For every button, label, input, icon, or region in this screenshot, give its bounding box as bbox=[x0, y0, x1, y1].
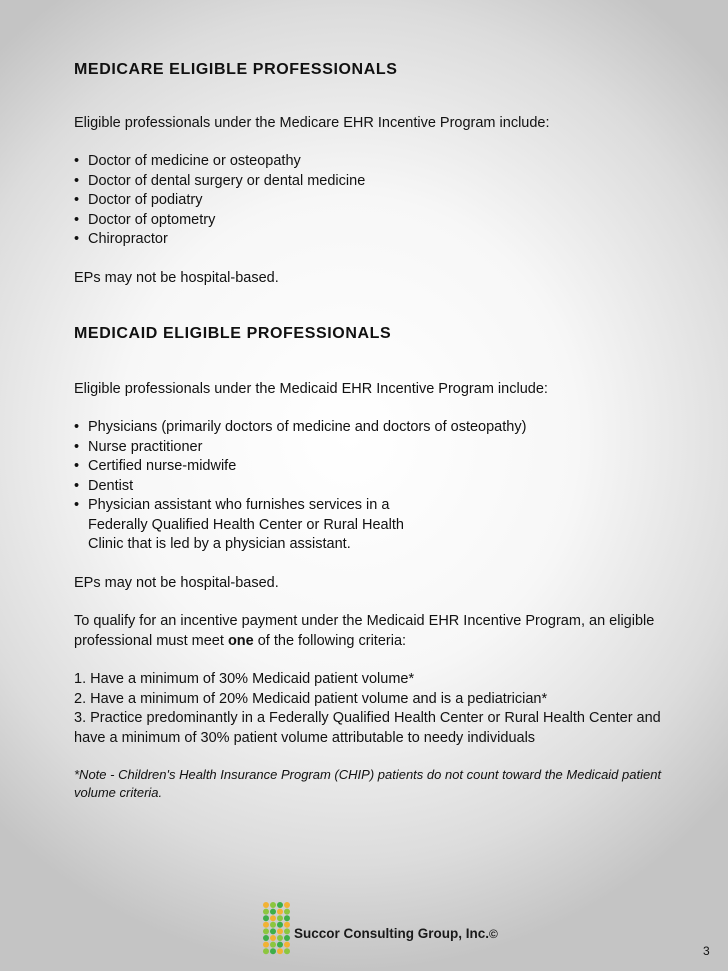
content-area bbox=[74, 60, 674, 802]
list-item: • Certified nurse-midwife bbox=[74, 457, 674, 477]
logo-dot bbox=[263, 928, 269, 934]
logo-dot bbox=[263, 935, 269, 941]
medicare-note: EPs may not be hospital-based. bbox=[74, 269, 279, 286]
company-name bbox=[294, 926, 498, 941]
qualify-paragraph bbox=[74, 612, 674, 651]
logo-dot bbox=[270, 942, 276, 948]
logo-dot bbox=[270, 922, 276, 928]
list-item: • Doctor of podiatry bbox=[74, 191, 674, 211]
list-item: • Doctor of dental surgery or dental medicine bbox=[74, 172, 674, 192]
list-item: • Doctor of optometry bbox=[74, 211, 674, 231]
list-item: • Dentist bbox=[74, 477, 674, 497]
logo-dot bbox=[263, 942, 269, 948]
logo-dot bbox=[270, 909, 276, 915]
list-item: • Doctor of medicine or osteopathy bbox=[74, 152, 674, 172]
criterion: 1. Have a minimum of 30% Medicaid patient volume* bbox=[74, 671, 415, 687]
logo-dot bbox=[284, 909, 290, 915]
logo-dot bbox=[284, 915, 290, 921]
medicaid-intro: Eligible professionals under the Medicaid EHR Incentive Program include: bbox=[74, 380, 548, 397]
logo-dot bbox=[263, 909, 269, 915]
logo-dot bbox=[277, 928, 283, 934]
logo-dot bbox=[270, 935, 276, 941]
company-logo-icon bbox=[262, 901, 292, 955]
medicare-list bbox=[74, 152, 674, 250]
logo-dot bbox=[277, 902, 283, 908]
medicaid-note: EPs may not be hospital-based. bbox=[74, 574, 279, 591]
list-item-continuation: Clinic that is led by a physician assistant. bbox=[88, 536, 351, 552]
list-item: • Nurse practitioner bbox=[74, 438, 674, 458]
medicare-intro: Eligible professionals under the Medicare EHR Incentive Program include: bbox=[74, 114, 550, 131]
logo-dot bbox=[270, 948, 276, 954]
medicaid-heading: MEDICAID ELIGIBLE PROFESSIONALS bbox=[74, 325, 392, 342]
logo-dot bbox=[284, 948, 290, 954]
copyright-symbol: © bbox=[489, 927, 498, 941]
qualify-text-end: of the following criteria: bbox=[253, 632, 407, 649]
logo-dot bbox=[270, 915, 276, 921]
logo-dot bbox=[277, 948, 283, 954]
medicare-heading: MEDICARE ELIGIBLE PROFESSIONALS bbox=[74, 61, 398, 78]
list-item: • Physicians (primarily doctors of medicine and doctors of osteopathy) bbox=[74, 418, 674, 438]
logo-dot bbox=[284, 928, 290, 934]
logo-dot bbox=[284, 922, 290, 928]
criteria-list bbox=[74, 670, 674, 748]
logo-dot bbox=[277, 915, 283, 921]
criterion: 3. Practice predominantly in a Federally Qualified Health Center or Rural Health Center and have a minimum of 30% patient volume attributable to needy individuals bbox=[74, 710, 661, 746]
logo-dot bbox=[270, 928, 276, 934]
criterion: 2. Have a minimum of 20% Medicaid patient volume and is a pediatrician* bbox=[74, 690, 548, 707]
logo-dot bbox=[270, 902, 276, 908]
medicaid-list bbox=[74, 418, 674, 516]
company-name-text: Succor Consulting Group, Inc. bbox=[294, 926, 490, 941]
logo-dot bbox=[284, 942, 290, 948]
list-item-continuation: Federally Qualified Health Center or Rural Health bbox=[88, 516, 404, 533]
qualify-text: To qualify for an incentive payment under the Medicaid EHR Incentive Program, an eligible professional must meet bbox=[74, 613, 655, 649]
logo-dot bbox=[284, 902, 290, 908]
logo-dot bbox=[284, 935, 290, 941]
page-number: 3 bbox=[703, 944, 710, 958]
logo-dot bbox=[263, 948, 269, 954]
logo-dot bbox=[263, 915, 269, 921]
logo-dot bbox=[263, 902, 269, 908]
logo-dot bbox=[277, 922, 283, 928]
logo-dot bbox=[277, 909, 283, 915]
logo-dot bbox=[263, 922, 269, 928]
footnote: *Note - Children's Health Insurance Program (CHIP) patients do not count toward the Medicaid patient volume criteria. bbox=[74, 767, 662, 800]
list-item: • Chiropractor bbox=[74, 230, 674, 250]
list-item: • Physician assistant who furnishes services in a bbox=[74, 496, 674, 516]
logo-dot bbox=[277, 935, 283, 941]
logo-dot bbox=[277, 942, 283, 948]
qualify-emphasis: one bbox=[227, 632, 254, 649]
